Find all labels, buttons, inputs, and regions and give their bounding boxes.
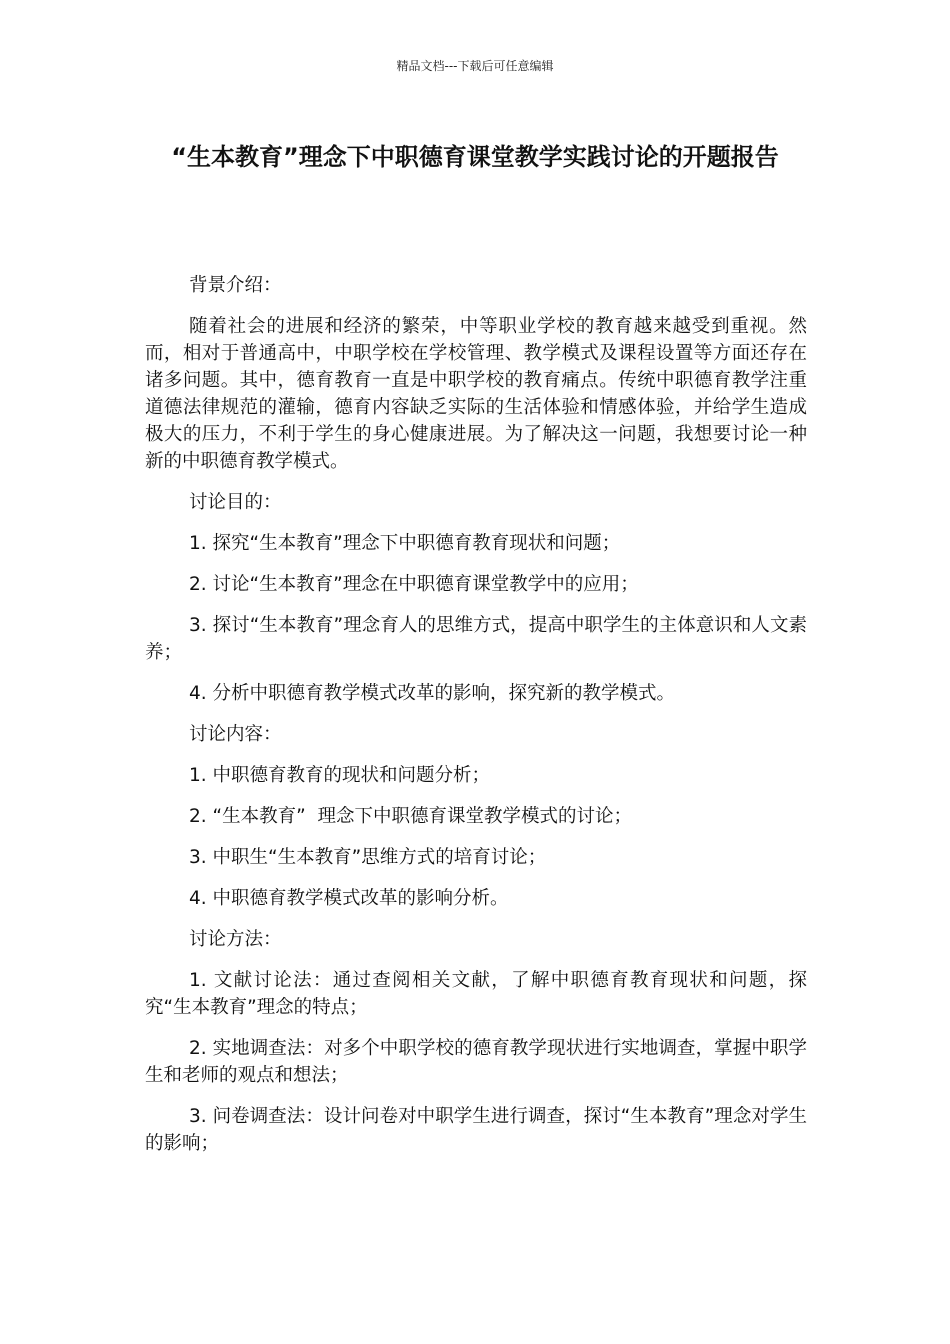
section-heading-background: 背景介绍： [189,275,282,296]
list-item-content-3: 3. 中职生“生本教育”思维方式的培育讨论； [189,847,547,868]
list-item-content-4: 4. 中职德育教学模式改革的影响分析。 [189,888,509,909]
list-item-purpose-4: 4. 分析中职德育教学模式改革的影响，探究新的教学模式。 [189,683,676,704]
list-item-content-2: 2. “生本教育” 理念下中职德育课堂教学模式的讨论； [189,806,632,827]
paragraph-background: 随着社会的进展和经济的繁荣，中等职业学校的教育越来越受到重视。然而，相对于普通高中，中职学校在学校管理、教学模式及课程设置等方面还存在诸多问题。其中，德育教育一直是中职学校的教育痛点。传统中职德育教学注重道德法律规范的灌输，德育内容缺乏实际的生活体验和情感体验，并给学生造成极大的压力，不利于学生的身心健康进展。为了解决这一问题，我想要讨论一种新的中职德育教学模式。 [145,316,807,472]
list-item-purpose-2: 2. 讨论“生本教育”理念在中职德育课堂教学中的应用； [189,574,639,595]
document-body [145,272,807,1171]
section-heading-method: 讨论方法： [189,929,282,950]
list-item-method-2: 2. 实地调查法：对多个中职学校的德育教学现状进行实地调查，掌握中职学生和老师的观点和想法； [145,1038,807,1086]
list-item-purpose-3: 3. 探讨“生本教育”理念育人的思维方式，提高中职学生的主体意识和人文素养； [145,615,807,663]
list-item-method-1: 1. 文献讨论法：通过查阅相关文献，了解中职德育教育现状和问题，探究“生本教育”理念的特点； [145,970,807,1018]
document-title: “生本教育”理念下中职德育课堂教学实践讨论的开题报告 [171,143,779,171]
list-item-content-1: 1. 中职德育教育的现状和问题分析； [189,765,491,786]
list-item-method-3: 3. 问卷调查法：设计问卷对中职学生进行调查，探讨“生本教育”理念对学生的影响； [145,1106,807,1154]
section-heading-content: 讨论内容： [189,724,282,745]
header-note: 精品文档---下载后可任意编辑 [396,59,554,73]
section-heading-purpose: 讨论目的： [189,492,282,513]
list-item-purpose-1: 1. 探究“生本教育”理念下中职德育教育现状和问题； [189,533,621,554]
